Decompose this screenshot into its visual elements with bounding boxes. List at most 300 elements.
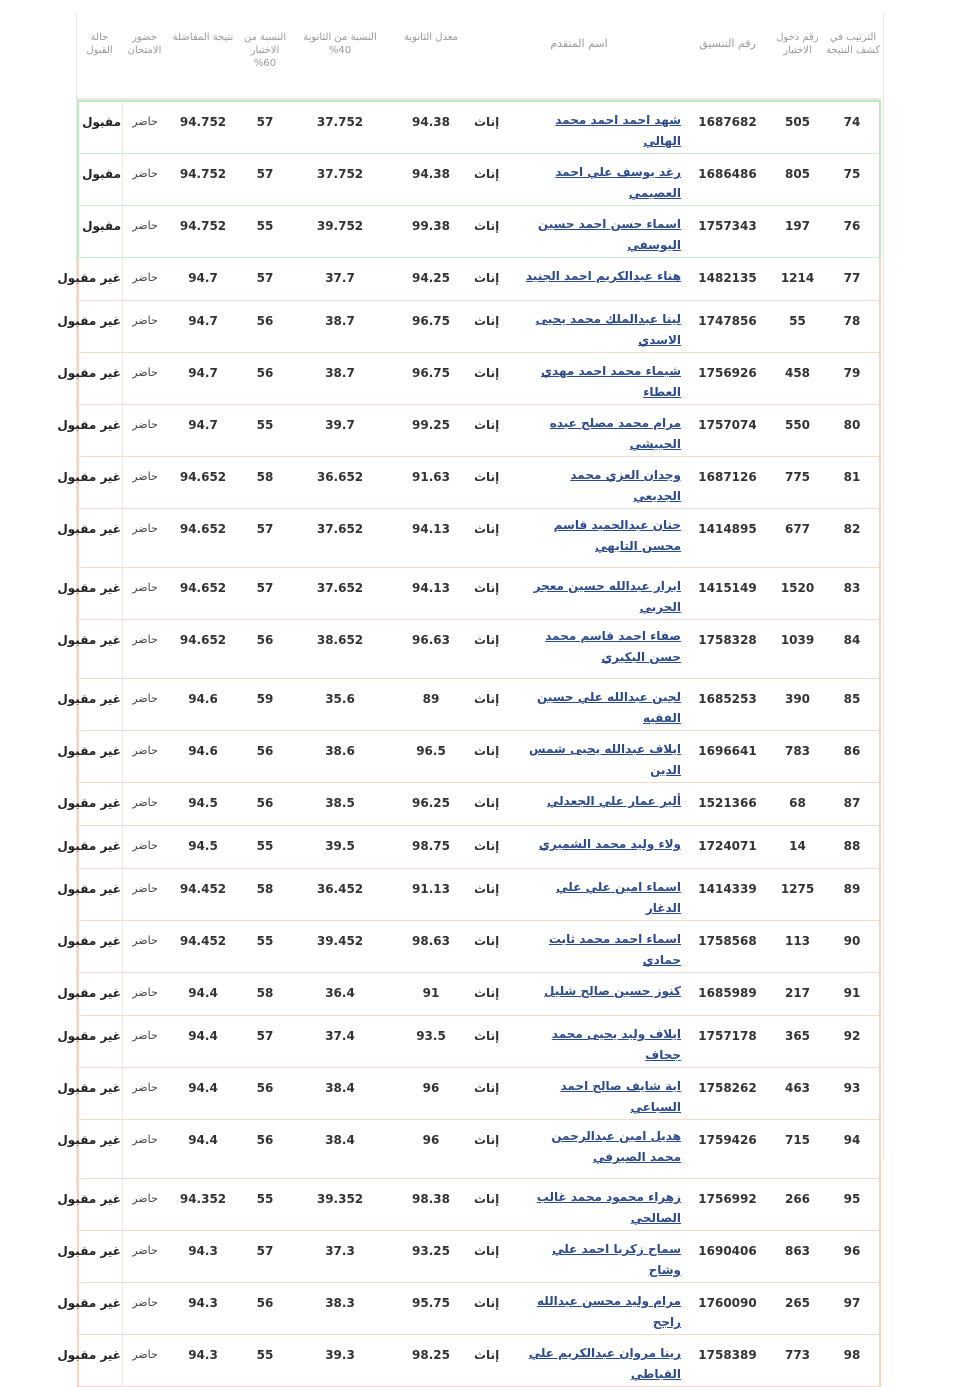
row-seq-number: 1758262 bbox=[685, 1068, 770, 1120]
row-gender: إناث bbox=[473, 679, 520, 731]
row-seq-number: 1756992 bbox=[685, 1179, 770, 1231]
row-hs-40: 39.3 bbox=[291, 1335, 389, 1387]
row-name bbox=[520, 1283, 685, 1335]
row-gender: إناث bbox=[473, 509, 520, 568]
table-row bbox=[77, 1335, 881, 1387]
row-result: 94.7 bbox=[167, 405, 239, 457]
row-exam-60: 55 bbox=[239, 1335, 291, 1387]
row-result: 94.5 bbox=[167, 783, 239, 826]
row-seq-number: 1724071 bbox=[685, 826, 770, 869]
table-row bbox=[77, 1068, 881, 1120]
row-seq-number: 1687126 bbox=[685, 457, 770, 509]
row-rank: 78 bbox=[825, 301, 881, 353]
row-rank: 81 bbox=[825, 457, 881, 509]
table-row bbox=[77, 457, 881, 509]
row-status: غير مقبول bbox=[77, 1120, 122, 1179]
row-result: 94.652 bbox=[167, 568, 239, 620]
row-hs-40: 38.6 bbox=[291, 731, 389, 783]
row-attendance: حاضر bbox=[122, 154, 167, 206]
row-attendance: حاضر bbox=[122, 1068, 167, 1120]
row-result: 94.7 bbox=[167, 353, 239, 405]
row-gender: إناث bbox=[473, 154, 520, 206]
row-result: 94.6 bbox=[167, 731, 239, 783]
row-name bbox=[520, 869, 685, 921]
row-hs-average: 93.5 bbox=[389, 1016, 473, 1068]
row-result: 94.4 bbox=[167, 973, 239, 1016]
applicant-name-link[interactable]: اسماء حسن احمد حسين اليوسفي bbox=[537, 217, 682, 252]
row-result: 94.652 bbox=[167, 509, 239, 568]
row-gender: إناث bbox=[473, 405, 520, 457]
row-attendance: حاضر bbox=[122, 973, 167, 1016]
row-result: 94.5 bbox=[167, 826, 239, 869]
row-exam-number: 197 bbox=[770, 206, 825, 258]
row-name bbox=[520, 457, 685, 509]
row-name bbox=[520, 620, 685, 679]
row-exam-60: 56 bbox=[239, 1283, 291, 1335]
row-rank: 74 bbox=[825, 100, 881, 154]
applicant-name-link[interactable]: هديل امين عبدالرحمن محمد الصيرفي bbox=[551, 1129, 682, 1164]
row-name bbox=[520, 973, 685, 1016]
row-attendance: حاضر bbox=[122, 457, 167, 509]
row-attendance: حاضر bbox=[122, 1231, 167, 1283]
row-seq-number: 1757178 bbox=[685, 1016, 770, 1068]
row-exam-number: 390 bbox=[770, 679, 825, 731]
row-seq-number: 1759426 bbox=[685, 1120, 770, 1179]
row-exam-60: 57 bbox=[239, 154, 291, 206]
header-attendance: حضور الامتحان bbox=[122, 15, 167, 100]
row-rank: 96 bbox=[825, 1231, 881, 1283]
row-hs-40: 39.5 bbox=[291, 826, 389, 869]
row-exam-60: 58 bbox=[239, 457, 291, 509]
row-exam-number: 805 bbox=[770, 154, 825, 206]
row-exam-60: 56 bbox=[239, 731, 291, 783]
row-status: مقبول bbox=[77, 206, 122, 258]
table-row bbox=[77, 301, 881, 353]
applicant-name-link[interactable]: وجدان العزي محمد الجديعي bbox=[570, 468, 682, 503]
row-hs-average: 98.38 bbox=[389, 1179, 473, 1231]
row-exam-number: 266 bbox=[770, 1179, 825, 1231]
row-hs-40: 37.7 bbox=[291, 258, 389, 301]
row-status: غير مقبول bbox=[77, 405, 122, 457]
row-name bbox=[520, 353, 685, 405]
row-hs-average: 96.63 bbox=[389, 620, 473, 679]
table-row bbox=[77, 154, 881, 206]
row-exam-60: 55 bbox=[239, 1179, 291, 1231]
table-row bbox=[77, 921, 881, 973]
row-gender: إناث bbox=[473, 783, 520, 826]
row-exam-number: 463 bbox=[770, 1068, 825, 1120]
row-exam-number: 14 bbox=[770, 826, 825, 869]
row-seq-number: 1415149 bbox=[685, 568, 770, 620]
applicant-name-link[interactable]: حنان عبدالحميد قاسم محسن التابهي bbox=[553, 518, 682, 553]
row-hs-average: 94.38 bbox=[389, 154, 473, 206]
row-hs-40: 38.4 bbox=[291, 1068, 389, 1120]
row-hs-average: 98.25 bbox=[389, 1335, 473, 1387]
row-exam-number: 783 bbox=[770, 731, 825, 783]
row-result: 94.752 bbox=[167, 154, 239, 206]
row-exam-60: 57 bbox=[239, 258, 291, 301]
row-attendance: حاضر bbox=[122, 1179, 167, 1231]
row-gender: إناث bbox=[473, 731, 520, 783]
row-rank: 88 bbox=[825, 826, 881, 869]
results-table bbox=[57, 15, 881, 1387]
row-exam-number: 550 bbox=[770, 405, 825, 457]
row-hs-40: 37.652 bbox=[291, 568, 389, 620]
row-gender: إناث bbox=[473, 568, 520, 620]
row-result: 94.4 bbox=[167, 1016, 239, 1068]
row-name bbox=[520, 100, 685, 154]
row-gender: إناث bbox=[473, 258, 520, 301]
row-attendance: حاضر bbox=[122, 783, 167, 826]
row-exam-number: 265 bbox=[770, 1283, 825, 1335]
row-result: 94.3 bbox=[167, 1283, 239, 1335]
table-header-row bbox=[77, 15, 881, 100]
row-hs-average: 99.25 bbox=[389, 405, 473, 457]
row-result: 94.652 bbox=[167, 620, 239, 679]
row-seq-number: 1756926 bbox=[685, 353, 770, 405]
row-hs-average: 96 bbox=[389, 1120, 473, 1179]
row-hs-average: 91.13 bbox=[389, 869, 473, 921]
row-hs-40: 39.752 bbox=[291, 206, 389, 258]
row-rank: 95 bbox=[825, 1179, 881, 1231]
applicant-name-link[interactable]: سماح زكريا احمد علي وشاح bbox=[552, 1242, 682, 1277]
row-name bbox=[520, 301, 685, 353]
row-exam-60: 55 bbox=[239, 826, 291, 869]
row-seq-number: 1696641 bbox=[685, 731, 770, 783]
row-hs-average: 94.13 bbox=[389, 568, 473, 620]
row-status: غير مقبول bbox=[77, 457, 122, 509]
row-rank: 94 bbox=[825, 1120, 881, 1179]
row-name bbox=[520, 921, 685, 973]
row-name bbox=[520, 1120, 685, 1179]
row-gender: إناث bbox=[473, 301, 520, 353]
row-hs-40: 37.3 bbox=[291, 1231, 389, 1283]
row-exam-60: 59 bbox=[239, 679, 291, 731]
applicant-name-link[interactable]: اية شايف صالح احمد السباعي bbox=[560, 1079, 682, 1114]
row-attendance: حاضر bbox=[122, 1335, 167, 1387]
row-hs-average: 94.13 bbox=[389, 509, 473, 568]
table-row bbox=[77, 869, 881, 921]
row-hs-average: 94.25 bbox=[389, 258, 473, 301]
row-gender: إناث bbox=[473, 353, 520, 405]
row-rank: 75 bbox=[825, 154, 881, 206]
applicant-name-link[interactable]: ولاء وليد محمد الشميري bbox=[538, 837, 682, 851]
row-exam-number: 505 bbox=[770, 100, 825, 154]
applicant-name-link[interactable]: ابرار عبدالله حسين معجر الحربي bbox=[533, 579, 682, 614]
row-rank: 86 bbox=[825, 731, 881, 783]
table-row bbox=[77, 1179, 881, 1231]
row-hs-40: 38.7 bbox=[291, 301, 389, 353]
table-row bbox=[77, 1120, 881, 1179]
applicant-name-link[interactable]: لينا عبدالملك محمد يحيى الاسدي bbox=[535, 312, 682, 347]
row-status: غير مقبول bbox=[77, 826, 122, 869]
table-row bbox=[77, 826, 881, 869]
row-exam-number: 55 bbox=[770, 301, 825, 353]
row-attendance: حاضر bbox=[122, 100, 167, 154]
row-gender: إناث bbox=[473, 1231, 520, 1283]
row-gender: إناث bbox=[473, 206, 520, 258]
applicant-name-link[interactable]: ايلاف عبدالله يحيى شمس الدين bbox=[528, 742, 682, 777]
applicant-name-link[interactable]: اسماء احمد محمد ثابت حمادي bbox=[548, 932, 682, 967]
row-result: 94.752 bbox=[167, 206, 239, 258]
row-hs-40: 38.4 bbox=[291, 1120, 389, 1179]
row-seq-number: 1686486 bbox=[685, 154, 770, 206]
row-seq-number: 1758568 bbox=[685, 921, 770, 973]
applicant-name-link[interactable]: رينا مروان عبدالكريم علي القباطي bbox=[528, 1346, 682, 1381]
row-result: 94.452 bbox=[167, 921, 239, 973]
row-result: 94.7 bbox=[167, 301, 239, 353]
row-seq-number: 1685253 bbox=[685, 679, 770, 731]
row-name bbox=[520, 1231, 685, 1283]
row-seq-number: 1757074 bbox=[685, 405, 770, 457]
row-exam-number: 773 bbox=[770, 1335, 825, 1387]
row-status: غير مقبول bbox=[77, 509, 122, 568]
applicant-name-link[interactable]: لجين عبدالله علي حسين الفقيه bbox=[537, 690, 682, 725]
applicant-name-link[interactable]: كنوز حسين صالح شليل bbox=[544, 984, 682, 998]
row-exam-60: 57 bbox=[239, 1016, 291, 1068]
row-status: غير مقبول bbox=[77, 731, 122, 783]
row-seq-number: 1690406 bbox=[685, 1231, 770, 1283]
row-gender: إناث bbox=[473, 1179, 520, 1231]
row-status: غير مقبول bbox=[77, 258, 122, 301]
row-status: غير مقبول bbox=[77, 1179, 122, 1231]
row-hs-40: 38.5 bbox=[291, 783, 389, 826]
row-seq-number: 1687682 bbox=[685, 100, 770, 154]
table-row bbox=[77, 620, 881, 679]
row-gender: إناث bbox=[473, 1068, 520, 1120]
row-hs-40: 39.452 bbox=[291, 921, 389, 973]
row-hs-40: 38.3 bbox=[291, 1283, 389, 1335]
row-result: 94.452 bbox=[167, 869, 239, 921]
row-status: غير مقبول bbox=[77, 869, 122, 921]
table-row bbox=[77, 1016, 881, 1068]
row-exam-60: 55 bbox=[239, 921, 291, 973]
row-attendance: حاضر bbox=[122, 405, 167, 457]
applicant-name-link[interactable]: اسماء امين علي علي الدغار bbox=[556, 880, 682, 915]
applicant-name-link[interactable]: هناء عبدالكريم احمد الجنيد bbox=[525, 269, 682, 283]
row-seq-number: 1414339 bbox=[685, 869, 770, 921]
row-exam-60: 57 bbox=[239, 568, 291, 620]
row-hs-average: 89 bbox=[389, 679, 473, 731]
row-attendance: حاضر bbox=[122, 869, 167, 921]
row-hs-40: 39.352 bbox=[291, 1179, 389, 1231]
row-status: غير مقبول bbox=[77, 620, 122, 679]
row-status: غير مقبول bbox=[77, 1016, 122, 1068]
row-status: غير مقبول bbox=[77, 301, 122, 353]
row-rank: 97 bbox=[825, 1283, 881, 1335]
row-gender: إناث bbox=[473, 1120, 520, 1179]
row-gender: إناث bbox=[473, 973, 520, 1016]
row-name bbox=[520, 568, 685, 620]
row-exam-number: 1039 bbox=[770, 620, 825, 679]
row-exam-number: 217 bbox=[770, 973, 825, 1016]
row-rank: 77 bbox=[825, 258, 881, 301]
row-gender: إناث bbox=[473, 1016, 520, 1068]
row-hs-40: 37.752 bbox=[291, 100, 389, 154]
table-row bbox=[77, 353, 881, 405]
row-hs-40: 36.4 bbox=[291, 973, 389, 1016]
row-rank: 76 bbox=[825, 206, 881, 258]
row-attendance: حاضر bbox=[122, 1283, 167, 1335]
table-row bbox=[77, 731, 881, 783]
row-exam-60: 56 bbox=[239, 301, 291, 353]
row-exam-60: 56 bbox=[239, 1068, 291, 1120]
row-attendance: حاضر bbox=[122, 509, 167, 568]
row-name bbox=[520, 509, 685, 568]
row-hs-40: 36.452 bbox=[291, 869, 389, 921]
row-gender: إناث bbox=[473, 1335, 520, 1387]
row-name bbox=[520, 258, 685, 301]
table-row bbox=[77, 973, 881, 1016]
row-name bbox=[520, 1335, 685, 1387]
row-exam-60: 58 bbox=[239, 973, 291, 1016]
row-exam-number: 1275 bbox=[770, 869, 825, 921]
row-status: غير مقبول bbox=[77, 353, 122, 405]
row-exam-number: 113 bbox=[770, 921, 825, 973]
row-name bbox=[520, 783, 685, 826]
row-hs-40: 37.652 bbox=[291, 509, 389, 568]
row-result: 94.4 bbox=[167, 1120, 239, 1179]
row-status: غير مقبول bbox=[77, 1068, 122, 1120]
row-exam-60: 56 bbox=[239, 620, 291, 679]
row-exam-number: 458 bbox=[770, 353, 825, 405]
table-row bbox=[77, 679, 881, 731]
row-exam-60: 55 bbox=[239, 405, 291, 457]
row-gender: إناث bbox=[473, 100, 520, 154]
row-status: غير مقبول bbox=[77, 1335, 122, 1387]
row-hs-average: 95.75 bbox=[389, 1283, 473, 1335]
row-attendance: حاضر bbox=[122, 620, 167, 679]
row-hs-average: 96.5 bbox=[389, 731, 473, 783]
row-seq-number: 1521366 bbox=[685, 783, 770, 826]
row-hs-average: 96.75 bbox=[389, 301, 473, 353]
row-rank: 87 bbox=[825, 783, 881, 826]
row-hs-average: 99.38 bbox=[389, 206, 473, 258]
header-exam-number: رقم دخول الاختبار bbox=[770, 15, 825, 100]
row-status: غير مقبول bbox=[77, 1283, 122, 1335]
row-status: غير مقبول bbox=[77, 679, 122, 731]
row-attendance: حاضر bbox=[122, 206, 167, 258]
row-seq-number: 1758389 bbox=[685, 1335, 770, 1387]
applicant-name-link[interactable]: رغد يوسف علي احمد العصيمي bbox=[555, 165, 682, 200]
row-rank: 85 bbox=[825, 679, 881, 731]
row-hs-average: 93.25 bbox=[389, 1231, 473, 1283]
row-exam-number: 715 bbox=[770, 1120, 825, 1179]
row-result: 94.7 bbox=[167, 258, 239, 301]
row-rank: 83 bbox=[825, 568, 881, 620]
row-rank: 84 bbox=[825, 620, 881, 679]
row-hs-40: 37.4 bbox=[291, 1016, 389, 1068]
applicant-name-link[interactable]: مرام محمد مصلح عبده الحبيشي bbox=[549, 416, 682, 451]
table-row bbox=[77, 509, 881, 568]
row-hs-40: 38.652 bbox=[291, 620, 389, 679]
row-name bbox=[520, 1016, 685, 1068]
row-name bbox=[520, 405, 685, 457]
row-hs-average: 91.63 bbox=[389, 457, 473, 509]
row-result: 94.4 bbox=[167, 1068, 239, 1120]
row-name bbox=[520, 679, 685, 731]
applicant-name-link[interactable]: ايلاف وليد يحيى محمد جحاف bbox=[551, 1027, 682, 1062]
applicant-name-link[interactable]: زهراء محمود محمد غالب الصالحي bbox=[536, 1190, 682, 1225]
row-hs-average: 96 bbox=[389, 1068, 473, 1120]
row-hs-40: 38.7 bbox=[291, 353, 389, 405]
row-gender: إناث bbox=[473, 457, 520, 509]
row-seq-number: 1685989 bbox=[685, 973, 770, 1016]
table-row bbox=[77, 405, 881, 457]
row-exam-60: 57 bbox=[239, 1231, 291, 1283]
row-rank: 82 bbox=[825, 509, 881, 568]
row-exam-number: 1520 bbox=[770, 568, 825, 620]
row-exam-number: 677 bbox=[770, 509, 825, 568]
row-hs-average: 98.63 bbox=[389, 921, 473, 973]
row-result: 94.352 bbox=[167, 1179, 239, 1231]
header-hs-40: النسبة من الثانوية 40% bbox=[291, 15, 389, 100]
row-exam-60: 55 bbox=[239, 206, 291, 258]
row-attendance: حاضر bbox=[122, 258, 167, 301]
row-attendance: حاضر bbox=[122, 826, 167, 869]
row-attendance: حاضر bbox=[122, 568, 167, 620]
table-row bbox=[77, 783, 881, 826]
row-seq-number: 1758328 bbox=[685, 620, 770, 679]
row-rank: 79 bbox=[825, 353, 881, 405]
applicant-name-link[interactable]: مرام وليد محسن عبدالله راجح bbox=[536, 1294, 682, 1329]
row-exam-60: 57 bbox=[239, 100, 291, 154]
row-hs-40: 39.7 bbox=[291, 405, 389, 457]
row-gender: إناث bbox=[473, 826, 520, 869]
row-rank: 98 bbox=[825, 1335, 881, 1387]
row-attendance: حاضر bbox=[122, 1016, 167, 1068]
row-hs-average: 91 bbox=[389, 973, 473, 1016]
row-hs-average: 94.38 bbox=[389, 100, 473, 154]
row-attendance: حاضر bbox=[122, 301, 167, 353]
row-exam-number: 1214 bbox=[770, 258, 825, 301]
row-name bbox=[520, 826, 685, 869]
row-exam-number: 775 bbox=[770, 457, 825, 509]
row-result: 94.652 bbox=[167, 457, 239, 509]
table-row bbox=[77, 100, 881, 154]
row-exam-number: 68 bbox=[770, 783, 825, 826]
applicant-name-link[interactable]: ألير عمار علي الجعدلي bbox=[546, 794, 682, 808]
header-result: نتيجة المفاضلة bbox=[167, 15, 239, 100]
row-status: غير مقبول bbox=[77, 783, 122, 826]
table-body bbox=[57, 100, 881, 1387]
header-hs-average: معدل الثانوية bbox=[389, 15, 473, 100]
row-attendance: حاضر bbox=[122, 921, 167, 973]
row-status: غير مقبول bbox=[77, 921, 122, 973]
header-rank: الترتيب في كشف النتيجة bbox=[825, 15, 881, 100]
table-row bbox=[77, 1231, 881, 1283]
row-result: 94.3 bbox=[167, 1231, 239, 1283]
row-gender: إناث bbox=[473, 921, 520, 973]
row-attendance: حاضر bbox=[122, 353, 167, 405]
row-seq-number: 1757343 bbox=[685, 206, 770, 258]
row-exam-60: 56 bbox=[239, 1120, 291, 1179]
row-attendance: حاضر bbox=[122, 731, 167, 783]
applicant-name-link[interactable]: صفاء احمد قاسم محمد حسن البكيري bbox=[545, 629, 682, 664]
applicant-name-link[interactable]: شهد احمد احمد محمد الهالي bbox=[555, 113, 682, 148]
header-seq-number: رقم التنسيق bbox=[685, 15, 770, 100]
row-rank: 91 bbox=[825, 973, 881, 1016]
table-row bbox=[77, 1283, 881, 1335]
row-result: 94.752 bbox=[167, 100, 239, 154]
row-hs-40: 37.752 bbox=[291, 154, 389, 206]
row-exam-number: 365 bbox=[770, 1016, 825, 1068]
header-name: اسم المتقدم bbox=[473, 15, 685, 100]
applicant-name-link[interactable]: شيماء محمد احمد مهدي العطاء bbox=[541, 364, 682, 399]
row-rank: 92 bbox=[825, 1016, 881, 1068]
row-seq-number: 1414895 bbox=[685, 509, 770, 568]
row-result: 94.3 bbox=[167, 1335, 239, 1387]
